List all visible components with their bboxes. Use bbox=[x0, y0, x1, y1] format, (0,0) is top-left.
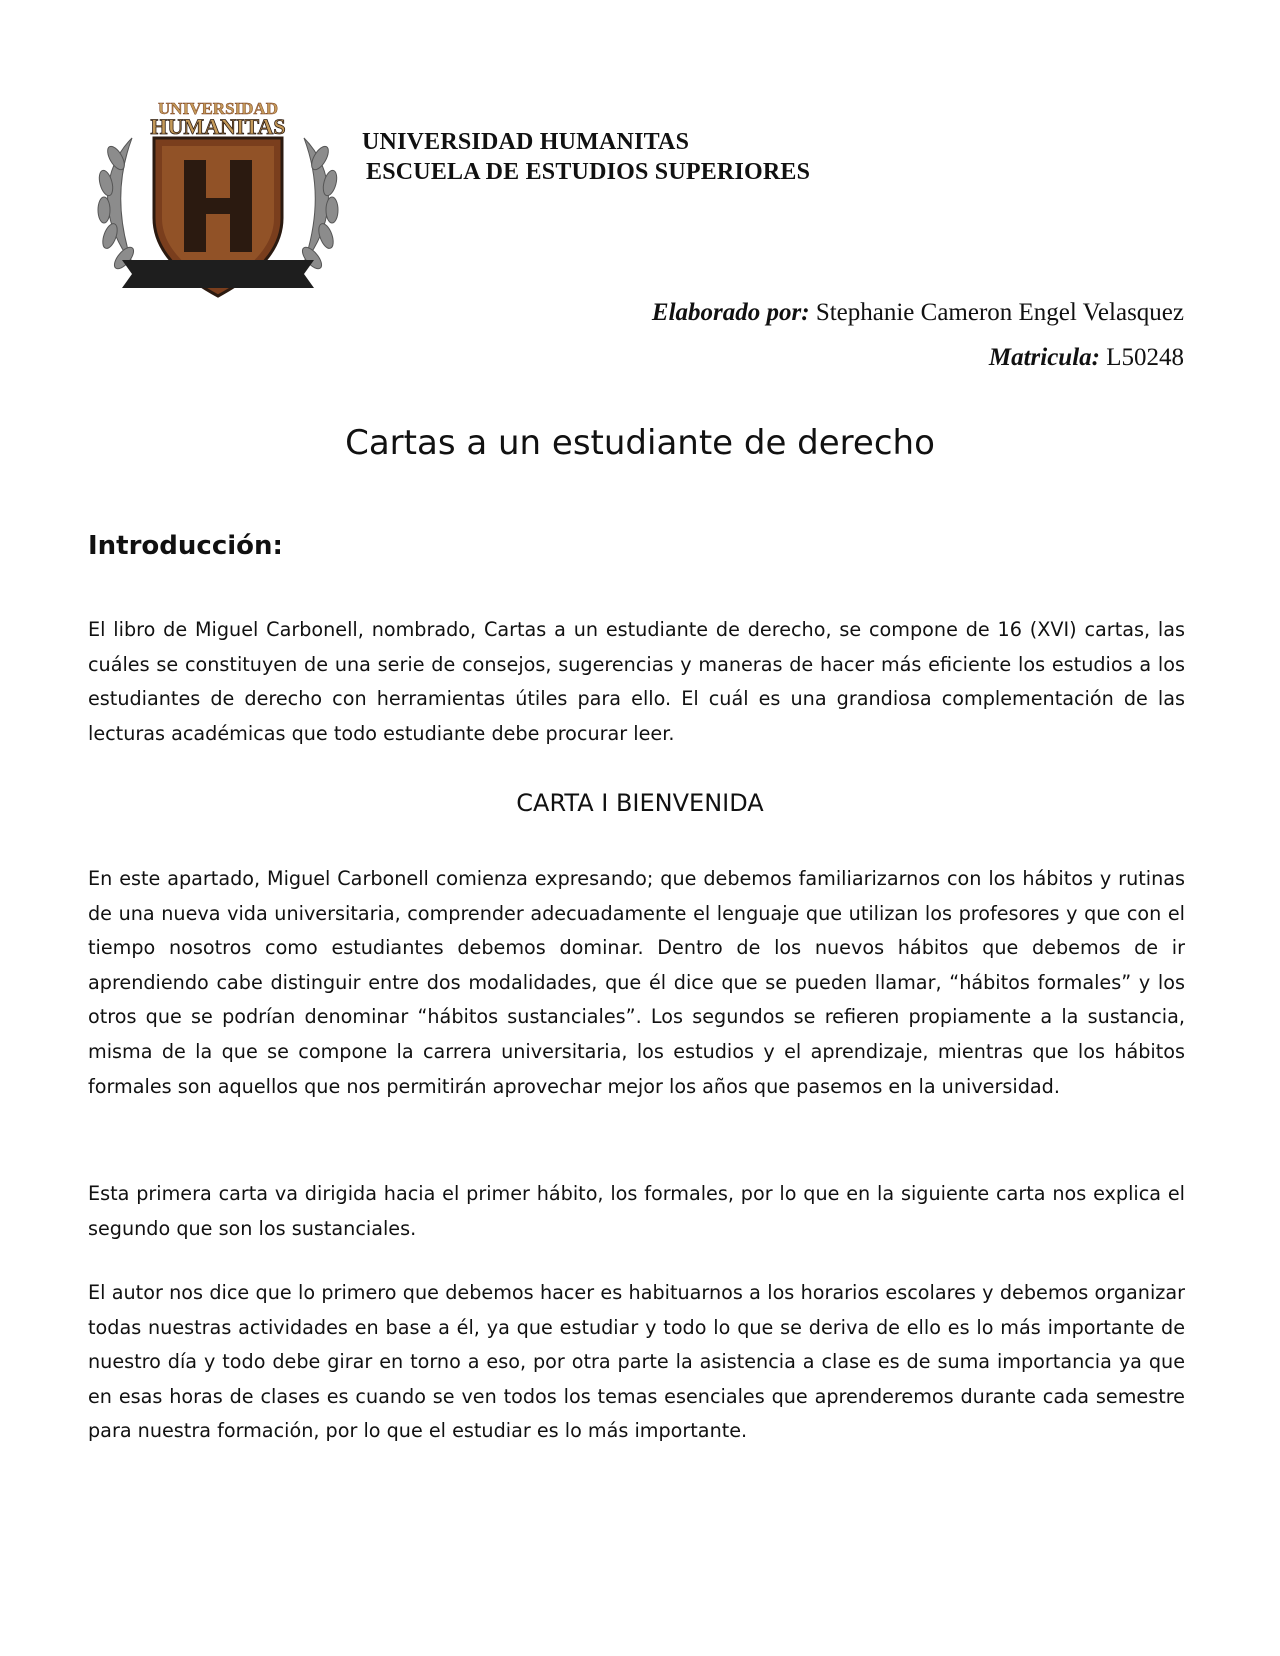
intro-heading: Introducción: bbox=[88, 531, 283, 561]
laurel-left-icon bbox=[97, 138, 137, 272]
document-title: Cartas a un estudiante de derecho bbox=[345, 423, 935, 463]
author-label: Elaborado por: bbox=[651, 299, 810, 326]
logo-text-main: HUMANITAS bbox=[150, 114, 286, 139]
author-line bbox=[652, 296, 1184, 330]
body-paragraph: Esta primera carta va dirigida hacia el primer hábito, los formales, por lo que en la siguiente carta nos explica el segundo que son los sustanciales. bbox=[88, 1182, 1185, 1240]
logo-text-top: UNIVERSIDAD bbox=[158, 99, 278, 118]
id-label: Matricula: bbox=[988, 344, 1100, 371]
school-name: ESCUELA DE ESTUDIOS SUPERIORES bbox=[366, 159, 811, 185]
university-logo bbox=[92, 98, 344, 308]
id-line bbox=[989, 341, 1184, 375]
body-paragraph: En este apartado, Miguel Carbonell comienza expresando; que debemos familiarizarnos con los hábitos y rutinas de una nueva vida universitaria, comprender adecuadamente el lenguaje que utilizan los profesores y que con el tiempo nosotros como estudiantes debemos dominar. Dentro de los nuevos hábitos que debemos de ir aprendiendo cabe distinguir entre dos modalidades, que él dice que se pueden llamar, “hábitos formales” y los otros que se podrían denominar “hábitos sustanciales”. Los segundos se refieren propiamente a la sustancia, misma de la que se compone la carrera universitaria, los estudios y el aprendizaje, mientras que los hábitos formales son aquellos que nos permitirán aprovechar mejor los años que pasemos en la universidad. bbox=[88, 867, 1185, 1098]
laurel-right-icon bbox=[299, 138, 339, 272]
university-crest-icon bbox=[92, 98, 344, 308]
id-value: L50248 bbox=[1106, 344, 1184, 371]
banner-ribbon-icon bbox=[122, 260, 314, 288]
author-value: Stephanie Cameron Engel Velasquez bbox=[815, 299, 1184, 326]
carta-heading: CARTA I BIENVENIDA bbox=[516, 789, 764, 817]
intro-paragraph: El libro de Miguel Carbonell, nombrado, Cartas a un estudiante de derecho, se compone de 16 (XVI) cartas, las cuáles se constituyen de una serie de consejos, sugerencias y maneras de hacer más eficiente los estudios a los estudiantes de derecho con herramientas útiles para ello. El cuál es una grandiosa complementación de las lecturas académicas que todo estudiante debe procurar leer. bbox=[88, 618, 1185, 745]
body-paragraph: El autor nos dice que lo primero que debemos hacer es habituarnos a los horarios escolares y debemos organizar todas nuestras actividades en base a él, ya que estudiar y todo lo que se deriva de ello es lo más importante de nuestro día y todo debe girar en torno a eso, por otra parte la asistencia a clase es de suma importancia ya que en esas horas de clases es cuando se ven todos los temas esenciales que aprenderemos durante cada semestre para nuestra formación, por lo que el estudiar es lo más importante. bbox=[88, 1281, 1185, 1443]
institution-name: UNIVERSIDAD HUMANITAS bbox=[362, 129, 690, 155]
